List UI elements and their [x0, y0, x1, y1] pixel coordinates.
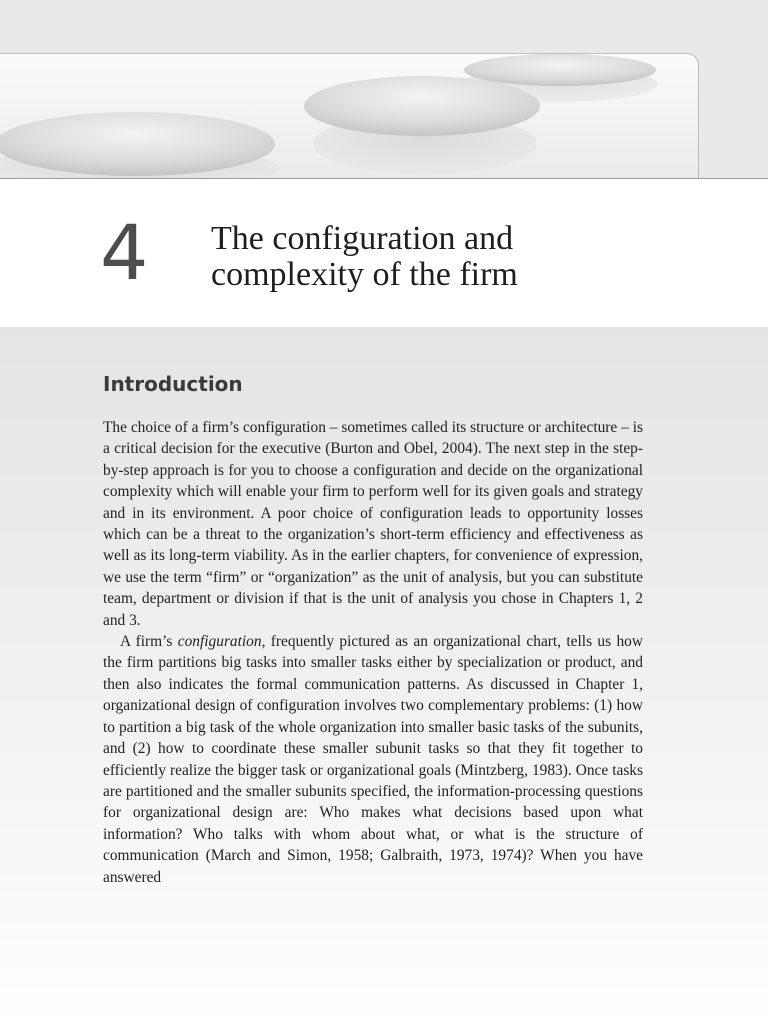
- top-margin: [0, 0, 768, 54]
- paragraph-2-lead: A firm’s: [120, 633, 178, 651]
- stones-illustration: [0, 54, 698, 179]
- chapter-title-line-1: The configuration and: [211, 220, 514, 257]
- chapter-banner-image: [0, 53, 699, 179]
- banner-margin: [699, 54, 768, 178]
- paragraph-2-emphasis: configuration: [177, 633, 262, 651]
- chapter-title-band: [0, 178, 768, 328]
- body-area: [0, 327, 768, 1024]
- paragraph-2: [103, 631, 643, 888]
- chapter-number: 4: [100, 208, 149, 297]
- paragraph-2-rest: , frequently pictured as an organizational chart, tells us how the firm partitions big tasks into smaller tasks either by specialization or product, and then also indicates the formal communication patterns. As discussed in Chapter 1, organizational design of configuration involves two complementary problems: (1) how to partition a big task of the whole organization into smaller basic tasks of the subunits, and (2) how to coordinate these smaller subunit tasks so that they fit together to efficiently realize the bigger task or organizational goals (Mintzberg, 1983). Once tasks are partitioned and the smaller subunits specified, the information-processing questions for organizational design are: Who makes what decisions based upon what information? Who talks with whom about what, or what is the structure of communication (March and Simon, 1958; Galbraith, 1973, 1974)? When you have answered: [103, 633, 643, 886]
- chapter-title: [211, 221, 711, 293]
- paragraph-1: The choice of a firm’s configuration – sometimes called its structure or architecture – is a critical decision for the executive (Burton and Obel, 2004). The next step in the step-by-step approach is for you to choose a configuration and decide on the organizational complexity which will enable your firm to perform well for its given goals and strategy and in its environment. A poor choice of configuration leads to opportunity losses which can be a threat to the organization’s short-term efficiency and effectiveness as well as its long-term viability. As in the earlier chapters, for convenience of expression, we use the term “firm” or “organization” as the unit of analysis, but you can substitute team, department or division if that is the unit of analysis you chose in Chapters 1, 2 and 3.: [103, 419, 643, 629]
- body-text: [103, 417, 643, 888]
- chapter-title-line-2: complexity of the firm: [211, 256, 518, 293]
- section-heading: Introduction: [103, 372, 243, 396]
